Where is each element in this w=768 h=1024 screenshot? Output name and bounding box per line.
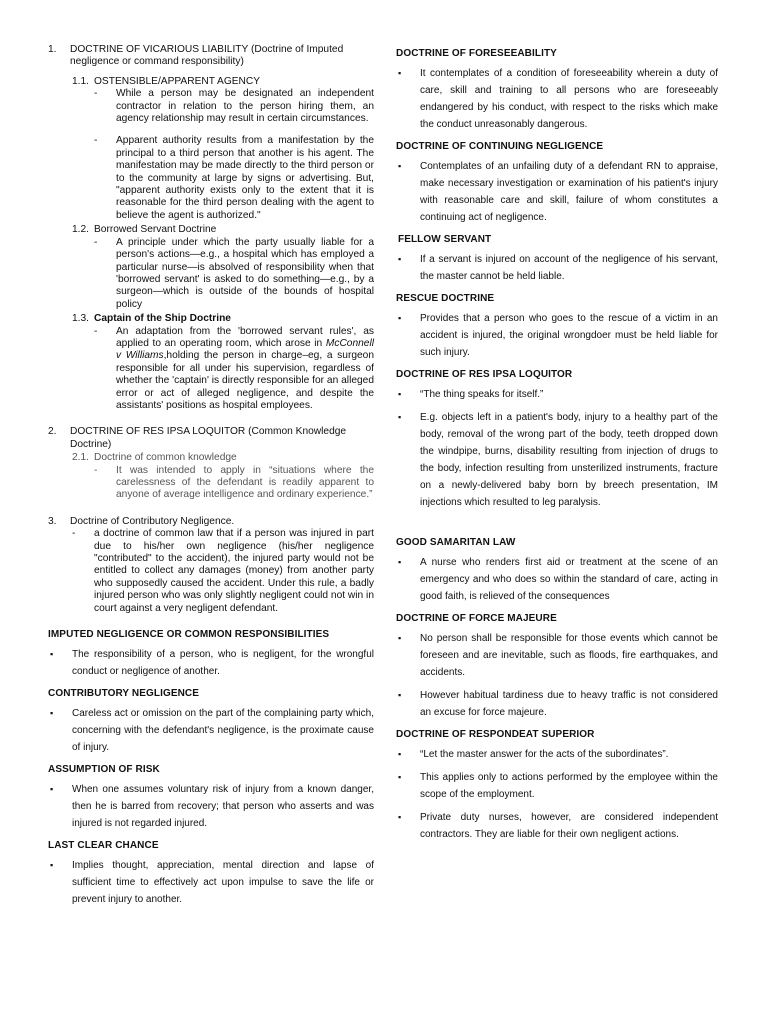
square-bullet-icon: ▪ <box>398 313 402 323</box>
bullet-text: Careless act or omission on the part of the complaining party which, concerning with the defendant's negligence, is the proximate cause of injury. <box>72 708 374 754</box>
bullet-text: It contemplates of a condition of foreseeability wherein a duty of care, skill and training to all persons who are foreseeably endangered by his conduct, with respect to the risks which make the conduct unreasonably dangerous. <box>420 68 718 130</box>
case-name: McConnell v Williams <box>116 337 374 362</box>
square-bullet-icon: ▪ <box>50 708 54 719</box>
section-heading: DOCTRINE OF CONTINUING NEGLIGENCE <box>396 141 604 152</box>
section-heading: GOOD SAMARITAN LAW <box>396 537 516 548</box>
square-bullet-icon: ▪ <box>398 68 402 78</box>
left-column <box>48 44 374 908</box>
square-bullet-icon: ▪ <box>50 860 54 871</box>
bullet-text: E.g. objects left in a patient's body, injury to a healthy part of the body, removal of the wrong part of the body, teeth dropped down the windpipe, burns, disability resulting from injection of drugs to the body, infection resulting from unsterilized instruments, fracture on a newly-delivered baby born by breech presentation, IM injections which resulted to leg paralysis. <box>420 412 718 508</box>
subitem-title: Doctrine of common knowledge <box>94 452 237 464</box>
bullet-text: The responsibility of a person, who is negligent, for the wrongful conduct or negligence of another. <box>72 649 374 678</box>
item-title: DOCTRINE OF VICARIOUS LIABILITY (Doctrine of Imputed negligence or command responsibility) <box>70 44 344 68</box>
bullet-item <box>396 158 718 226</box>
bullet-text: “The thing speaks for itself.” <box>420 389 544 400</box>
section-heading: DOCTRINE OF FORCE MAJEURE <box>396 613 557 624</box>
dash-item <box>94 326 374 413</box>
section-good-samaritan <box>396 537 718 605</box>
bullet-text: If a servant is injured on account of the negligence of his servant, the master cannot be held liable. <box>420 254 718 282</box>
section-heading: DOCTRINE OF RES IPSA LOQUITOR <box>396 369 573 380</box>
square-bullet-icon: ▪ <box>398 749 402 759</box>
outline-item-2 <box>48 426 374 451</box>
bullet-text: Contemplates of an unfailing duty of a defendant RN to appraise, make necessary investigation or examination of his patient's injury with reasonable care and skill, failure of whom constitutes a continuing act of negligence. <box>420 161 718 223</box>
section-heading: LAST CLEAR CHANCE <box>48 840 159 852</box>
dash-item <box>94 88 374 125</box>
subitem-number: 2.1. <box>72 452 89 464</box>
subitem-1-3 <box>72 313 374 325</box>
dash-text: Apparent authority results from a manifestation by the principal to a third person that another is his agent. The manifestation may be made directly to the third person or to the community at large by signs or advertising. But, "apparent authority exists only to the extent that it is reasonable for the third person dealing with the agent to believe the agent is authorized." <box>116 135 374 221</box>
subitem-title: Borrowed Servant Doctrine <box>94 224 217 236</box>
item-number: 1. <box>48 44 57 55</box>
bullet-text: Private duty nurses, however, are considered independent contractors. They are liable for their own negligent actions. <box>420 812 718 840</box>
bullet-item <box>396 409 718 511</box>
bullet-text: “Let the master answer for the acts of the subordinates”. <box>420 749 669 760</box>
dash-item <box>94 237 374 311</box>
square-bullet-icon: ▪ <box>398 161 402 171</box>
subitem-title: OSTENSIBLE/APPARENT AGENCY <box>94 75 261 87</box>
bullet-item <box>396 65 718 133</box>
section-heading: DOCTRINE OF FORESEEABILITY <box>396 48 557 59</box>
bullet-item <box>396 769 718 803</box>
dash-text: A principle under which the party usually liable for a person's actions—e.g., a hospital which has employed a particular nurse—is absolved of responsibility when that 'borrowed servant' is asked to do something—e.g., by a surgeon—which is outside of the bounds of hospital policy <box>116 236 374 310</box>
dash-marker: - <box>94 135 98 147</box>
dash-text: It was intended to apply in “situations where the carelessness of the defendant is readily apparent to anyone of average intelligence and ordinary experience.” <box>116 464 374 501</box>
bullet-item <box>48 857 374 908</box>
section-res-ipsa-loquitor <box>396 369 718 511</box>
item-title: DOCTRINE OF RES IPSA LOQUITOR (Common Knowledge Doctrine) <box>70 426 347 450</box>
dash-text <box>116 326 374 413</box>
bullet-text: A nurse who renders first aid or treatment at the scene of an emergency and who does so within the standard of care, acting in good faith, is relieved of the consequences <box>420 557 718 602</box>
bullet-text: When one assumes voluntary risk of injury from a known danger, then he is barred from recovery; that person who asserts and was injured is not regarded injured. <box>72 784 374 830</box>
square-bullet-icon: ▪ <box>398 557 402 567</box>
item-title: Doctrine of Contributory Negligence. <box>70 515 235 527</box>
section-continuing-negligence <box>396 141 718 226</box>
section-heading: CONTRIBUTORY NEGLIGENCE <box>48 688 200 700</box>
section-heading: DOCTRINE OF RESPONDEAT SUPERIOR <box>396 729 595 740</box>
subitem-1-2 <box>72 224 374 236</box>
square-bullet-icon: ▪ <box>50 784 54 795</box>
bullet-item <box>396 687 718 721</box>
item-number: 3. <box>48 515 57 527</box>
dash-marker: - <box>72 528 76 540</box>
section-imputed-negligence <box>48 629 374 680</box>
right-column <box>396 48 718 843</box>
square-bullet-icon: ▪ <box>398 412 402 422</box>
section-foreseeability <box>396 48 718 133</box>
bullet-item <box>396 809 718 843</box>
dash-marker: - <box>94 325 98 337</box>
subitem-number: 1.3. <box>72 313 89 325</box>
dash-text: While a person may be designated an independent contractor in relation to the person hiring them, an agency relationship may result in certain circumstances. <box>116 88 374 125</box>
section-heading: ASSUMPTION OF RISK <box>48 764 160 776</box>
dash-text: a doctrine of common law that if a person was injured in part due to his/her own negligence (his/her negligence "contributed" to the accident), the injured party would not be entitled to collect any damages (money) from another party who supposedly caused the accident. Under this rule, a badly injured person who was only slightly negligent could not win in court against a very negligent defendant. <box>94 528 374 614</box>
subitem-title: Captain of the Ship Doctrine <box>94 313 231 325</box>
section-last-clear-chance <box>48 840 374 908</box>
section-heading: RESCUE DOCTRINE <box>396 293 495 304</box>
section-rescue-doctrine <box>396 293 718 361</box>
bullet-item <box>396 630 718 681</box>
bullet-item <box>48 646 374 680</box>
bullet-item <box>48 781 374 832</box>
dash-item <box>94 135 374 222</box>
square-bullet-icon: ▪ <box>398 389 402 399</box>
dash-marker: - <box>94 88 98 100</box>
bullet-text: However habitual tardiness due to heavy traffic is not considered an excuse for force majeure. <box>420 690 718 718</box>
bullet-item <box>396 554 718 605</box>
subitem-1-1 <box>72 76 374 88</box>
bullet-text: Implies thought, appreciation, mental direction and lapse of sufficient time to effectively act upon impulse to save the life or prevent injury to another. <box>72 860 374 906</box>
dash-item <box>94 465 374 502</box>
section-heading: FELLOW SERVANT <box>398 234 492 245</box>
subitem-number: 1.2. <box>72 224 89 236</box>
section-force-majeure <box>396 613 718 721</box>
section-fellow-servant <box>396 234 718 285</box>
dash-item <box>72 528 374 615</box>
section-heading: IMPUTED NEGLIGENCE OR COMMON RESPONSIBILITIES <box>48 629 330 641</box>
subitem-number: 1.1. <box>72 75 89 87</box>
bullet-text: This applies only to actions performed by the employee within the scope of the employment. <box>420 772 718 800</box>
square-bullet-icon: ▪ <box>398 812 402 822</box>
bullet-text: No person shall be responsible for those events which cannot be foreseen and are inevitable, such as floods, fire earthquakes, and accidents. <box>420 633 718 678</box>
bullet-item <box>48 705 374 756</box>
square-bullet-icon: ▪ <box>50 649 54 660</box>
bullet-item <box>396 386 718 403</box>
bullet-item <box>396 746 718 763</box>
square-bullet-icon: ▪ <box>398 633 402 643</box>
numbered-outline <box>48 44 374 615</box>
square-bullet-icon: ▪ <box>398 772 402 782</box>
bullet-text: Provides that a person who goes to the rescue of a victim in an accident is injured, the original wrongdoer must be held liable for such injury. <box>420 313 718 358</box>
dash-text-part: ,holding the person in charge–eg, a surgeon responsible for all under his supervision, regardless of whether the 'captain' is directly responsible for an alleged error or act of alleged negligence, and despite the assistants' positions as hospital employees. <box>116 350 374 411</box>
item-number: 2. <box>48 426 57 438</box>
outline-item-1 <box>48 44 374 69</box>
bullet-item <box>396 310 718 361</box>
section-assumption-of-risk <box>48 764 374 832</box>
subitem-2-1 <box>72 452 374 464</box>
outline-item-3 <box>48 516 374 528</box>
bullet-item <box>396 251 718 285</box>
section-contributory-negligence <box>48 688 374 756</box>
square-bullet-icon: ▪ <box>398 690 402 700</box>
square-bullet-icon: ▪ <box>398 254 402 264</box>
dash-marker: - <box>94 464 98 476</box>
dash-text-part: An adaptation from the 'borrowed servant rules', as applied to an operating room, which arose in <box>116 325 374 349</box>
dash-marker: - <box>94 236 98 248</box>
section-respondeat-superior <box>396 729 718 843</box>
